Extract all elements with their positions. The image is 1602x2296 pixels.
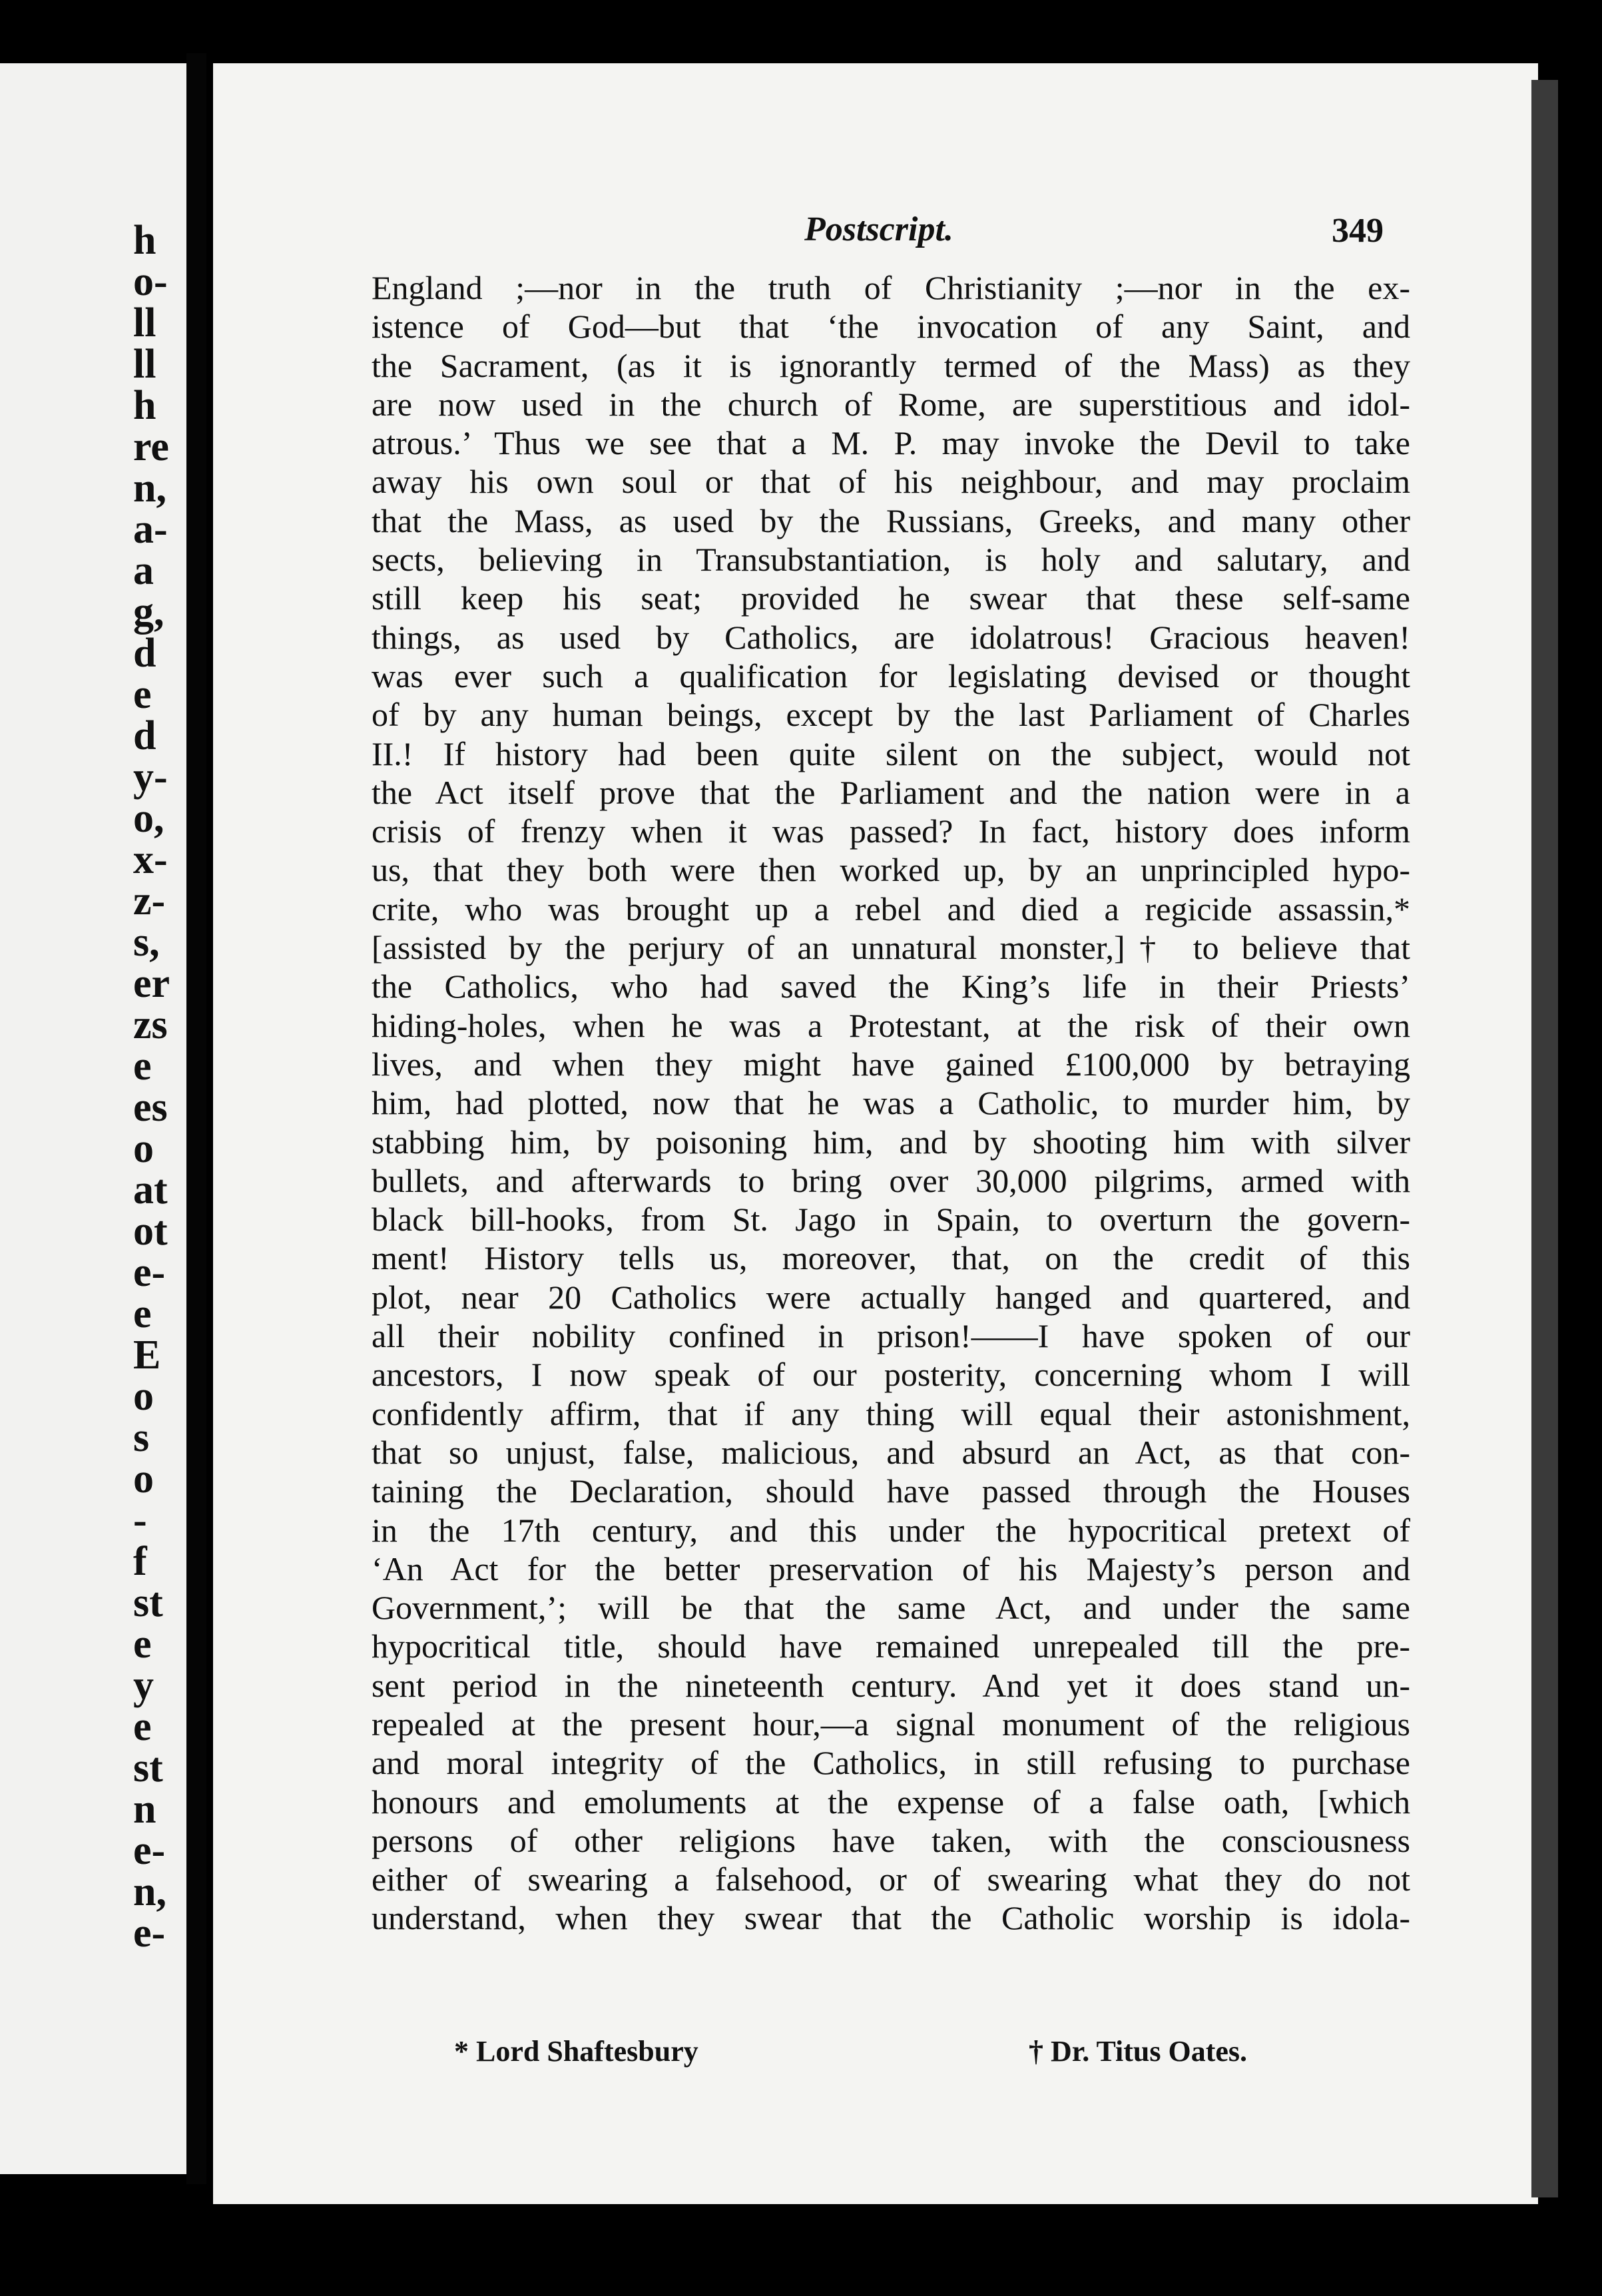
facing-page-fragment: -	[133, 1498, 147, 1543]
text-line: honours and emoluments at the expense of a false oath, [which	[372, 1783, 1410, 1821]
facing-page-fragment: o-	[133, 259, 168, 304]
facing-page-fragment: d	[133, 631, 156, 676]
body-text	[372, 268, 1410, 1938]
text-line: black bill-hooks, from St. Jago in Spain, to overturn the govern-	[372, 1201, 1410, 1239]
text-line: [assisted by the perjury of an unnatural monster,]† to believe that	[372, 929, 1410, 967]
text-line: persons of other religions have taken, with the consciousness	[372, 1821, 1410, 1859]
facing-page-fragment: a	[133, 548, 154, 593]
facing-page-fragment: zs	[133, 1002, 168, 1047]
text-line: repealed at the present hour,—a signal monument of the religious	[372, 1705, 1410, 1743]
text-line: taining the Declaration, should have passed through the Houses	[372, 1472, 1410, 1510]
facing-page-fragment: e-	[133, 1910, 166, 1956]
footnote-shaftesbury: * Lord Shaftesbury	[454, 2035, 698, 2068]
text-line: lives, and when they might have gained £100,000 by betraying	[372, 1045, 1410, 1083]
footnotes	[213, 2034, 1538, 2081]
text-line: in the 17th century, and this under the hypocritical pretext of	[372, 1511, 1410, 1549]
text-line: was ever such a qualification for legislating devised or thought	[372, 657, 1410, 695]
facing-page-fragment: ll	[133, 342, 156, 387]
facing-page-fragment: E	[133, 1332, 161, 1378]
text-line: II.! If history had been quite silent on the subject, would not	[372, 734, 1410, 772]
text-line: the Sacrament, (as it is ignorantly termed of the Mass) as they	[372, 346, 1410, 384]
facing-page-fragment: z-	[133, 878, 166, 924]
text-line: ancestors, I now speak of our posterity, concerning whom I will	[372, 1356, 1410, 1394]
text-line: hiding-holes, when he was a Protestant, at the risk of their own	[372, 1006, 1410, 1044]
text-line: the Act itself prove that the Parliament and the nation were in a	[372, 773, 1410, 811]
facing-page-fragment: h	[133, 383, 156, 428]
facing-page-fragment: e	[133, 672, 152, 717]
facing-page-fragment: n,	[133, 465, 166, 511]
text-line: stabbing him, by poisoning him, and by shooting him with silver	[372, 1123, 1410, 1161]
text-line: understand, when they swear that the Catholic worship is idola-	[372, 1899, 1410, 1937]
facing-page-fragment: o	[133, 1456, 154, 1502]
text-line: still keep his seat; provided he swear that these self-same	[372, 579, 1410, 617]
facing-page-fragment: n,	[133, 1869, 166, 1914]
text-line: istence of God—but that ‘the invocation of any Saint, and	[372, 308, 1410, 346]
facing-page-fragment: n	[133, 1787, 156, 1832]
text-line: away his own soul or that of his neighbour, and may proclaim	[372, 463, 1410, 501]
text-line: crisis of frenzy when it was passed? In fact, history does inform	[372, 812, 1410, 850]
facing-page-fragment: g,	[133, 589, 164, 635]
text-line: crite, who was brought up a rebel and died a regicide assassin,*	[372, 890, 1410, 928]
footnote-oates: † Dr. Titus Oates.	[1029, 2035, 1248, 2068]
facing-page-fragment: f	[133, 1539, 147, 1584]
text-line: that the Mass, as used by the Russians, Greeks, and many other	[372, 501, 1410, 539]
facing-page-fragment: st	[133, 1745, 163, 1791]
facing-page-fragment: er	[133, 961, 170, 1006]
facing-page-fragment: x-	[133, 837, 168, 882]
text-line: either of swearing a falsehood, or of swearing what they do not	[372, 1861, 1410, 1898]
text-line: us, that they both were then worked up, by an unprincipled hypo-	[372, 851, 1410, 889]
running-head-title: Postscript.	[804, 210, 953, 248]
text-line: all their nobility confined in prison!——I have spoken of our	[372, 1317, 1410, 1355]
text-line: plot, near 20 Catholics were actually hanged and quartered, and	[372, 1278, 1410, 1316]
text-line: bullets, and afterwards to bring over 30,000 pilgrims, armed with	[372, 1161, 1410, 1199]
facing-page-fragment: st	[133, 1580, 163, 1625]
facing-page-fragment: at	[133, 1167, 168, 1213]
text-line: atrous.’ Thus we see that a M. P. may invoke the Devil to take	[372, 424, 1410, 462]
facing-page-fragment: s	[133, 1415, 150, 1460]
text-line: things, as used by Catholics, are idolatrous! Gracious heaven!	[372, 618, 1410, 656]
facing-page-fragment: e	[133, 1043, 152, 1089]
facing-page-fragment: e-	[133, 1250, 166, 1295]
facing-page-fragment: e-	[133, 1828, 166, 1873]
text-line: that so unjust, false, malicious, and absurd an Act, as that con-	[372, 1433, 1410, 1471]
facing-page-fragment: o	[133, 1126, 154, 1171]
facing-page-fragment: ot	[133, 1209, 168, 1254]
text-line: confidently affirm, that if any thing will equal their astonishment,	[372, 1394, 1410, 1432]
text-line: him, had plotted, now that he was a Catholic, to murder him, by	[372, 1084, 1410, 1122]
book-gutter	[186, 53, 206, 2184]
page-edge-shadow	[1531, 80, 1558, 2197]
facing-page-fragment: d	[133, 713, 156, 758]
page	[213, 63, 1538, 2204]
facing-page-fragment: re	[133, 424, 169, 469]
page-number: 349	[1332, 212, 1384, 250]
facing-page-fragment: e	[133, 1621, 152, 1667]
facing-page-fragment: y	[133, 1663, 154, 1708]
text-line: of by any human beings, except by the last Parliament of Charles	[372, 696, 1410, 734]
facing-page-fragment: e	[133, 1291, 152, 1336]
text-line: Government,’; will be that the same Act, and under the same	[372, 1589, 1410, 1627]
text-line: England ;—nor in the truth of Christianity ;—nor in the ex-	[372, 269, 1410, 306]
text-line: are now used in the church of Rome, are superstitious and idol-	[372, 385, 1410, 423]
facing-page-fragment: o	[133, 1374, 154, 1419]
facing-page-fragment: es	[133, 1085, 168, 1130]
text-line: ment! History tells us, moreover, that, on the credit of this	[372, 1239, 1410, 1277]
text-line: sects, believing in Transubstantiation, is holy and salutary, and	[372, 541, 1410, 579]
text-line: ‘An Act for the better preservation of his Majesty’s person and	[372, 1550, 1410, 1587]
facing-page-fragment: e	[133, 1704, 152, 1749]
facing-page-fragment: h	[133, 218, 156, 263]
facing-page-fragment: o,	[133, 796, 164, 841]
facing-page-fragment: a-	[133, 507, 168, 552]
text-line: and moral integrity of the Catholics, in still refusing to purchase	[372, 1744, 1410, 1782]
text-line: sent period in the nineteenth century. And yet it does stand un-	[372, 1666, 1410, 1704]
facing-page-fragment: s,	[133, 920, 160, 965]
text-line: the Catholics, who had saved the King’s life in their Priests’	[372, 968, 1410, 1005]
text-line: hypocritical title, should have remained unrepealed till the pre-	[372, 1627, 1410, 1665]
facing-page-fragment: ll	[133, 300, 156, 346]
facing-page-fragment: y-	[133, 754, 168, 800]
